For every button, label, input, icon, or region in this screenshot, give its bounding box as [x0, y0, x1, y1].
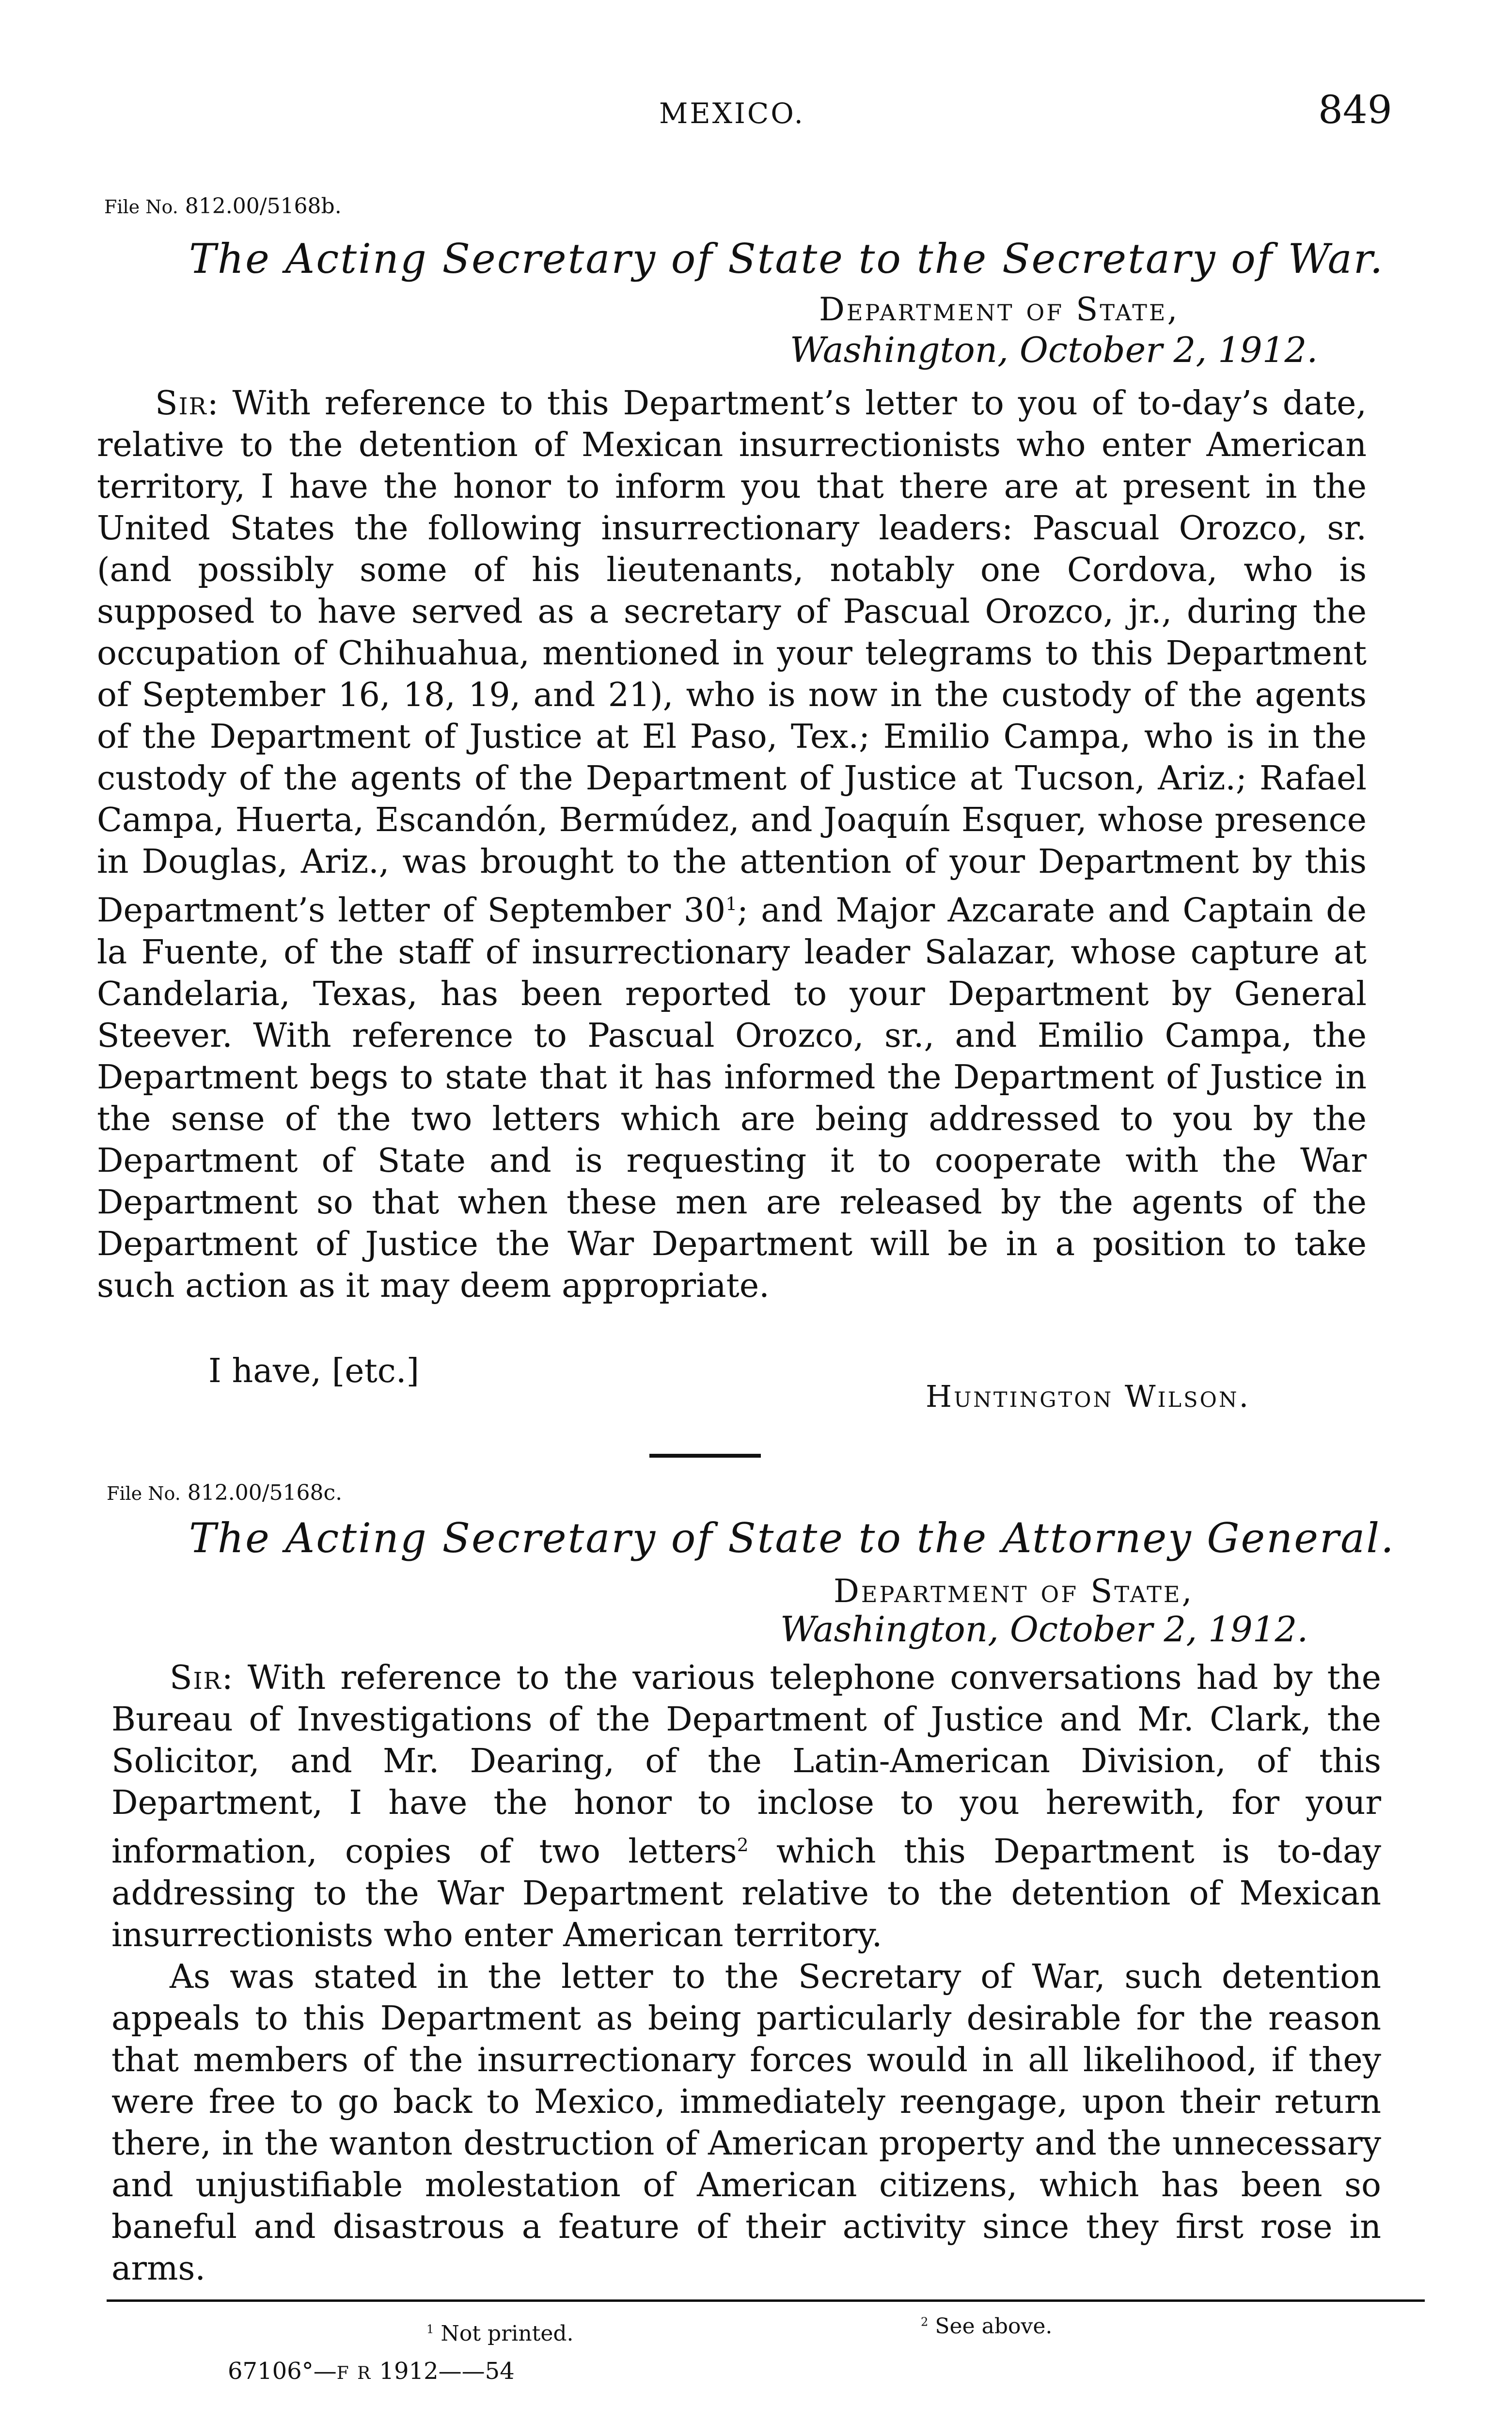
paragraph-text: which this Department is to-day addressing to the War Department relative to the detention of Mexican insurrectionists who enter American territory. — [111, 1832, 1381, 1954]
letter-paragraph — [97, 383, 1367, 1307]
running-head: MEXICO. — [659, 97, 805, 130]
page-number: 849 — [1318, 87, 1392, 132]
file-number-value: 812.00/5168b. — [185, 194, 342, 219]
footnote — [921, 2314, 1052, 2339]
file-number-prefix: File No. — [104, 196, 178, 218]
separator-rule — [649, 1454, 761, 1458]
footnote-reference: 1 — [725, 893, 737, 914]
imprint-dash: —— — [438, 2358, 485, 2385]
paragraph-text: As was stated in the letter to the Secretary of War, such detention appeals to this Department as being particularly desirable for the reason that members of the insurrectionary forces would in all likelihood, if they were free to go back to Mexico, immediately reengage, upon their return there, in the wanton destruction of American property and the unnecessary and unjustifiable molestation of American citizens, which has been so baneful and disastrous a feature of their activity since they first rose in arms. — [111, 1957, 1381, 2288]
department-heading: Department of State, — [819, 291, 1180, 328]
letter-paragraph — [111, 1956, 1381, 2290]
footnote-reference: 2 — [737, 1834, 749, 1856]
file-number-value: 812.00/5168c. — [187, 1480, 343, 1505]
paragraph-text: ; and Major Azcarate and Captain de la Fuente, of the staff of insurrectionary leader Salazar, whose capture at Candelaria, Texas, has been reported to your Department by General Steever. With reference to Pascual Orozco, sr., and Emilio Campa, the Department begs to state that it has informed the Department of Justice in the sense of the two letters which are being addressed to you by the Department of State and is requesting it to cooperate with the War Department so that when these men are released by the agents of the Department of Justice the War Department will be in a position to take such action as it may deem appropriate. — [97, 891, 1367, 1305]
letter-paragraph — [111, 1657, 1381, 1956]
file-number — [107, 1480, 342, 1505]
dateline: Washington, October 2, 1912. — [780, 1609, 1308, 1650]
footnote — [426, 2321, 574, 2346]
footnote-mark: 2 — [921, 2315, 929, 2329]
footnote-mark: 1 — [426, 2322, 434, 2336]
department-heading: Department of State, — [834, 1573, 1194, 1610]
letter-body — [97, 383, 1367, 1307]
imprint-code: 67106°— — [228, 2358, 337, 2385]
salutation: Sir — [170, 1659, 222, 1697]
file-number-prefix: File No. — [107, 1483, 181, 1504]
document-title: The Acting Secretary of State to the Secretary of War. — [189, 235, 1385, 283]
printer-imprint — [228, 2358, 515, 2385]
imprint-series: F R — [336, 2363, 372, 2383]
paragraph-text: : With reference to this Department’s letter to you of to-day’s date, relative to the detention of Mexican insurrectionists who enter American territory, I have the honor to inform you that there are at present in the United States the following insurrectionary leaders: Pascual Orozco, sr. (and possibly some of his lieutenants, notably one Cordova, who is supposed to have served as a secretary of Pascual Orozco, jr., during the occupation of Chihuahua, mentioned in your telegrams to this Department of September 16, 18, 19, and 21), who is now in the custody of the agents of the Department of Justice at El Paso, Tex.; Emilio Campa, who is in the custody of the agents of the Department of Justice at Tucson, Ariz.; Rafael Campa, Huerta, Escandón, Bermúdez, and Joaquín Esquer, whose presence in Douglas, Ariz., was brought to the attention of your Department by this Department’s letter of September 30 — [97, 384, 1367, 930]
document-title: The Acting Secretary of State to the Attorney General. — [189, 1514, 1395, 1562]
salutation: Sir — [155, 384, 207, 423]
footnote-text: See above. — [935, 2314, 1053, 2339]
imprint-sheet: 54 — [485, 2358, 515, 2385]
signature: Huntington Wilson. — [926, 1379, 1251, 1414]
closing: I have, [etc.] — [208, 1352, 420, 1390]
paragraph-text: : With reference to the various telephone conversations had by the Bureau of Investigations of the Department of Justice and Mr. Clark, the Solicitor, and Mr. Dearing, of the Latin-American Division, of this Department, I have the honor to inclose to you herewith, for your information, copies of two letters — [111, 1659, 1381, 1871]
imprint-year: 1912 — [379, 2358, 439, 2385]
footnote-rule — [107, 2299, 1425, 2302]
file-number — [104, 194, 342, 219]
dateline: Washington, October 2, 1912. — [790, 330, 1318, 370]
footnote-text: Not printed. — [441, 2321, 574, 2346]
letter-body — [111, 1657, 1381, 2290]
